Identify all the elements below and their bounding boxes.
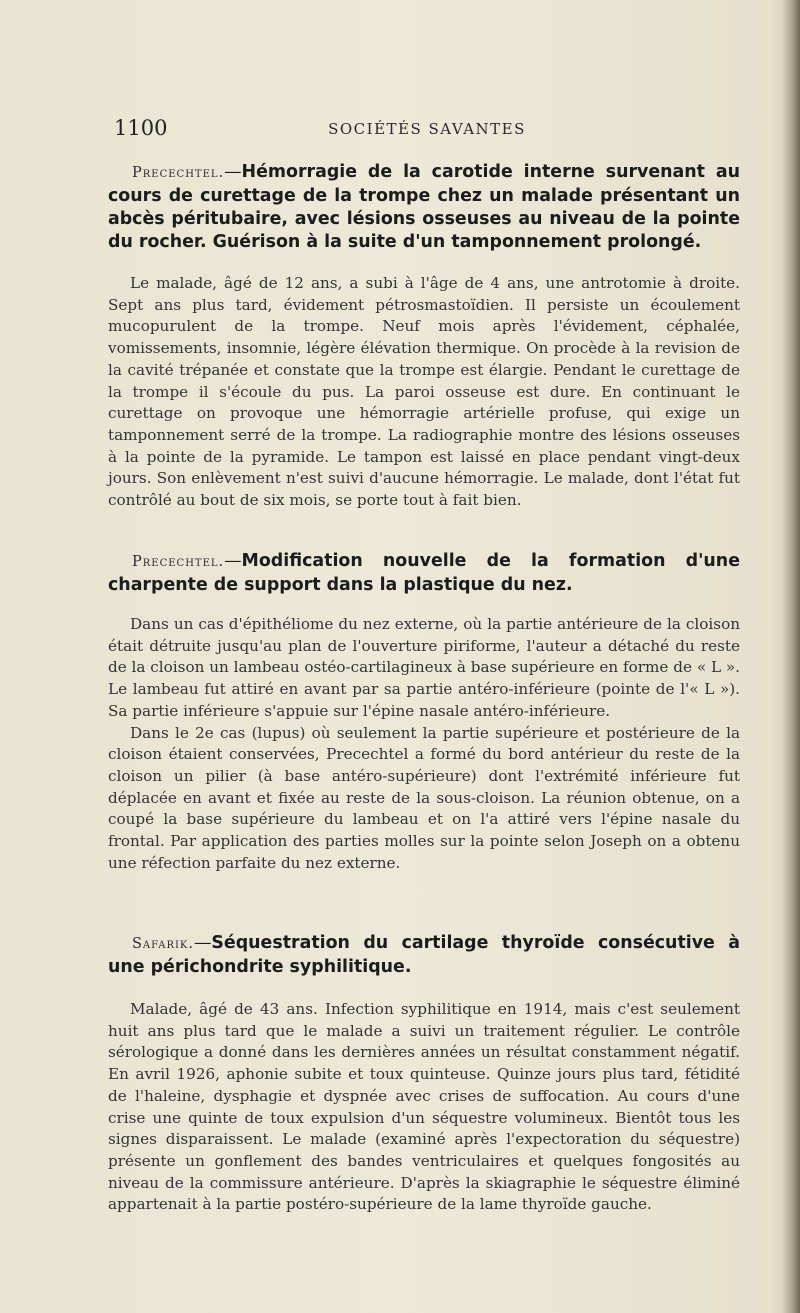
article-author: Precechtel. [132, 554, 225, 570]
article-2 [108, 550, 740, 874]
page-gutter-shadow [782, 0, 800, 1313]
heading-dash: — [224, 551, 242, 571]
article-heading [108, 932, 740, 979]
article-author: Precechtel. [132, 165, 225, 181]
article-paragraph: Dans un cas d'épithéliome du nez externe, où la partie antérieure de la cloison était détruite jusqu'au plan de l'ouverture piriforme, l'auteur a détaché du reste de la cloison un lambeau ostéo-cartilagineux à base supérieure en forme de « L ». Le lambeau fut attiré en avant par sa partie antéro-inférieure (pointe de l'« L »). Sa partie inférieure s'appuie sur l'épine nasale antéro-inférieure. [108, 615, 740, 720]
article-paragraph: Malade, âgé de 43 ans. Infection syphilitique en 1914, mais c'est seulement huit ans plus tard que le malade a suivi un traitement régulier. Le contrôle sérologique a donné dans les dernières années un résultat constamment négatif. En avril 1926, aphonie subite et toux quinteuse. Quinze jours plus tard, fétidité de l'haleine, dysphagie et dyspnée avec crises de suffocation. Au cours d'une crise une quinte de toux expulsion d'un séquestre volumineux. Bientôt tous les signes disparaissent. Le malade (examiné après l'expectoration du séquestre) présente un gonflement des bandes ventriculaires et quelques fongosités au niveau de la commissure antérieure. D'après la skiagraphie le séquestre éliminé appartenait à la partie postéro-supérieure de la lame thyroïde gauche. [108, 1000, 740, 1214]
article-heading [108, 550, 740, 597]
article-1 [108, 161, 740, 512]
heading-dash: — [194, 933, 212, 953]
page-number: 1100 [114, 116, 168, 140]
article-heading [108, 161, 740, 254]
running-head [114, 116, 740, 146]
article-3 [108, 932, 740, 1216]
article-title: Séquestration du cartilage thyroïde consécutive à une périchondrite syphilitique. [108, 933, 740, 977]
section-title: SOCIÉTÉS SAVANTES [328, 120, 526, 138]
article-author: Safarik. [132, 936, 195, 952]
heading-dash: — [224, 162, 242, 182]
article-paragraph: Dans le 2e cas (lupus) où seulement la partie supérieure et postérieure de la cloison étaient conservées, Precechtel a formé du bord antérieur du reste de la cloison un pilier (à base antéro-supérieure) dont l'extrémité inférieure fut déplacée en avant et fixée au reste de la sous-cloison. La réunion obtenue, on a coupé la base supérieure du lambeau et on l'a attiré vers l'épine nasale du frontal. Par application des parties molles sur la pointe selon Joseph on a obtenu une réfection parfaite du nez externe. [108, 723, 740, 872]
article-title: Hémorragie de la carotide interne survenant au cours de curettage de la trompe chez un malade présentant un abcès péritubaire, avec lésions osseuses au niveau de la pointe du rocher. Guérison à la suite d'un tamponnement prolongé. [108, 162, 740, 252]
article-title: Modification nouvelle de la formation d'une charpente de support dans la plastique du nez. [108, 551, 740, 595]
article-paragraph: Le malade, âgé de 12 ans, a subi à l'âge de 4 ans, une antrotomie à droite. Sept ans plus tard, évidement pétrosmastoïdien. Il persiste un écoulement mucopurulent de la trompe. Neuf mois après l'évidement, céphalée, vomissements, insomnie, légère élévation thermique. On procède à la revision de la cavité trépanée et constate que la trompe est élargie. Pendant le curettage de la trompe il s'écoule du pus. La paroi osseuse est dure. En continuant le curettage on provoque une hémorragie artérielle profuse, qui exige un tamponnement serré de la trompe. La radiographie montre des lésions osseuses à la pointe de la pyramide. Le tampon est laissé en place pendant vingt-deux jours. Son enlèvement n'est suivi d'aucune hémorragie. Le malade, dont l'état fut contrôlé au bout de six mois, se porte tout à fait bien. [108, 274, 740, 510]
